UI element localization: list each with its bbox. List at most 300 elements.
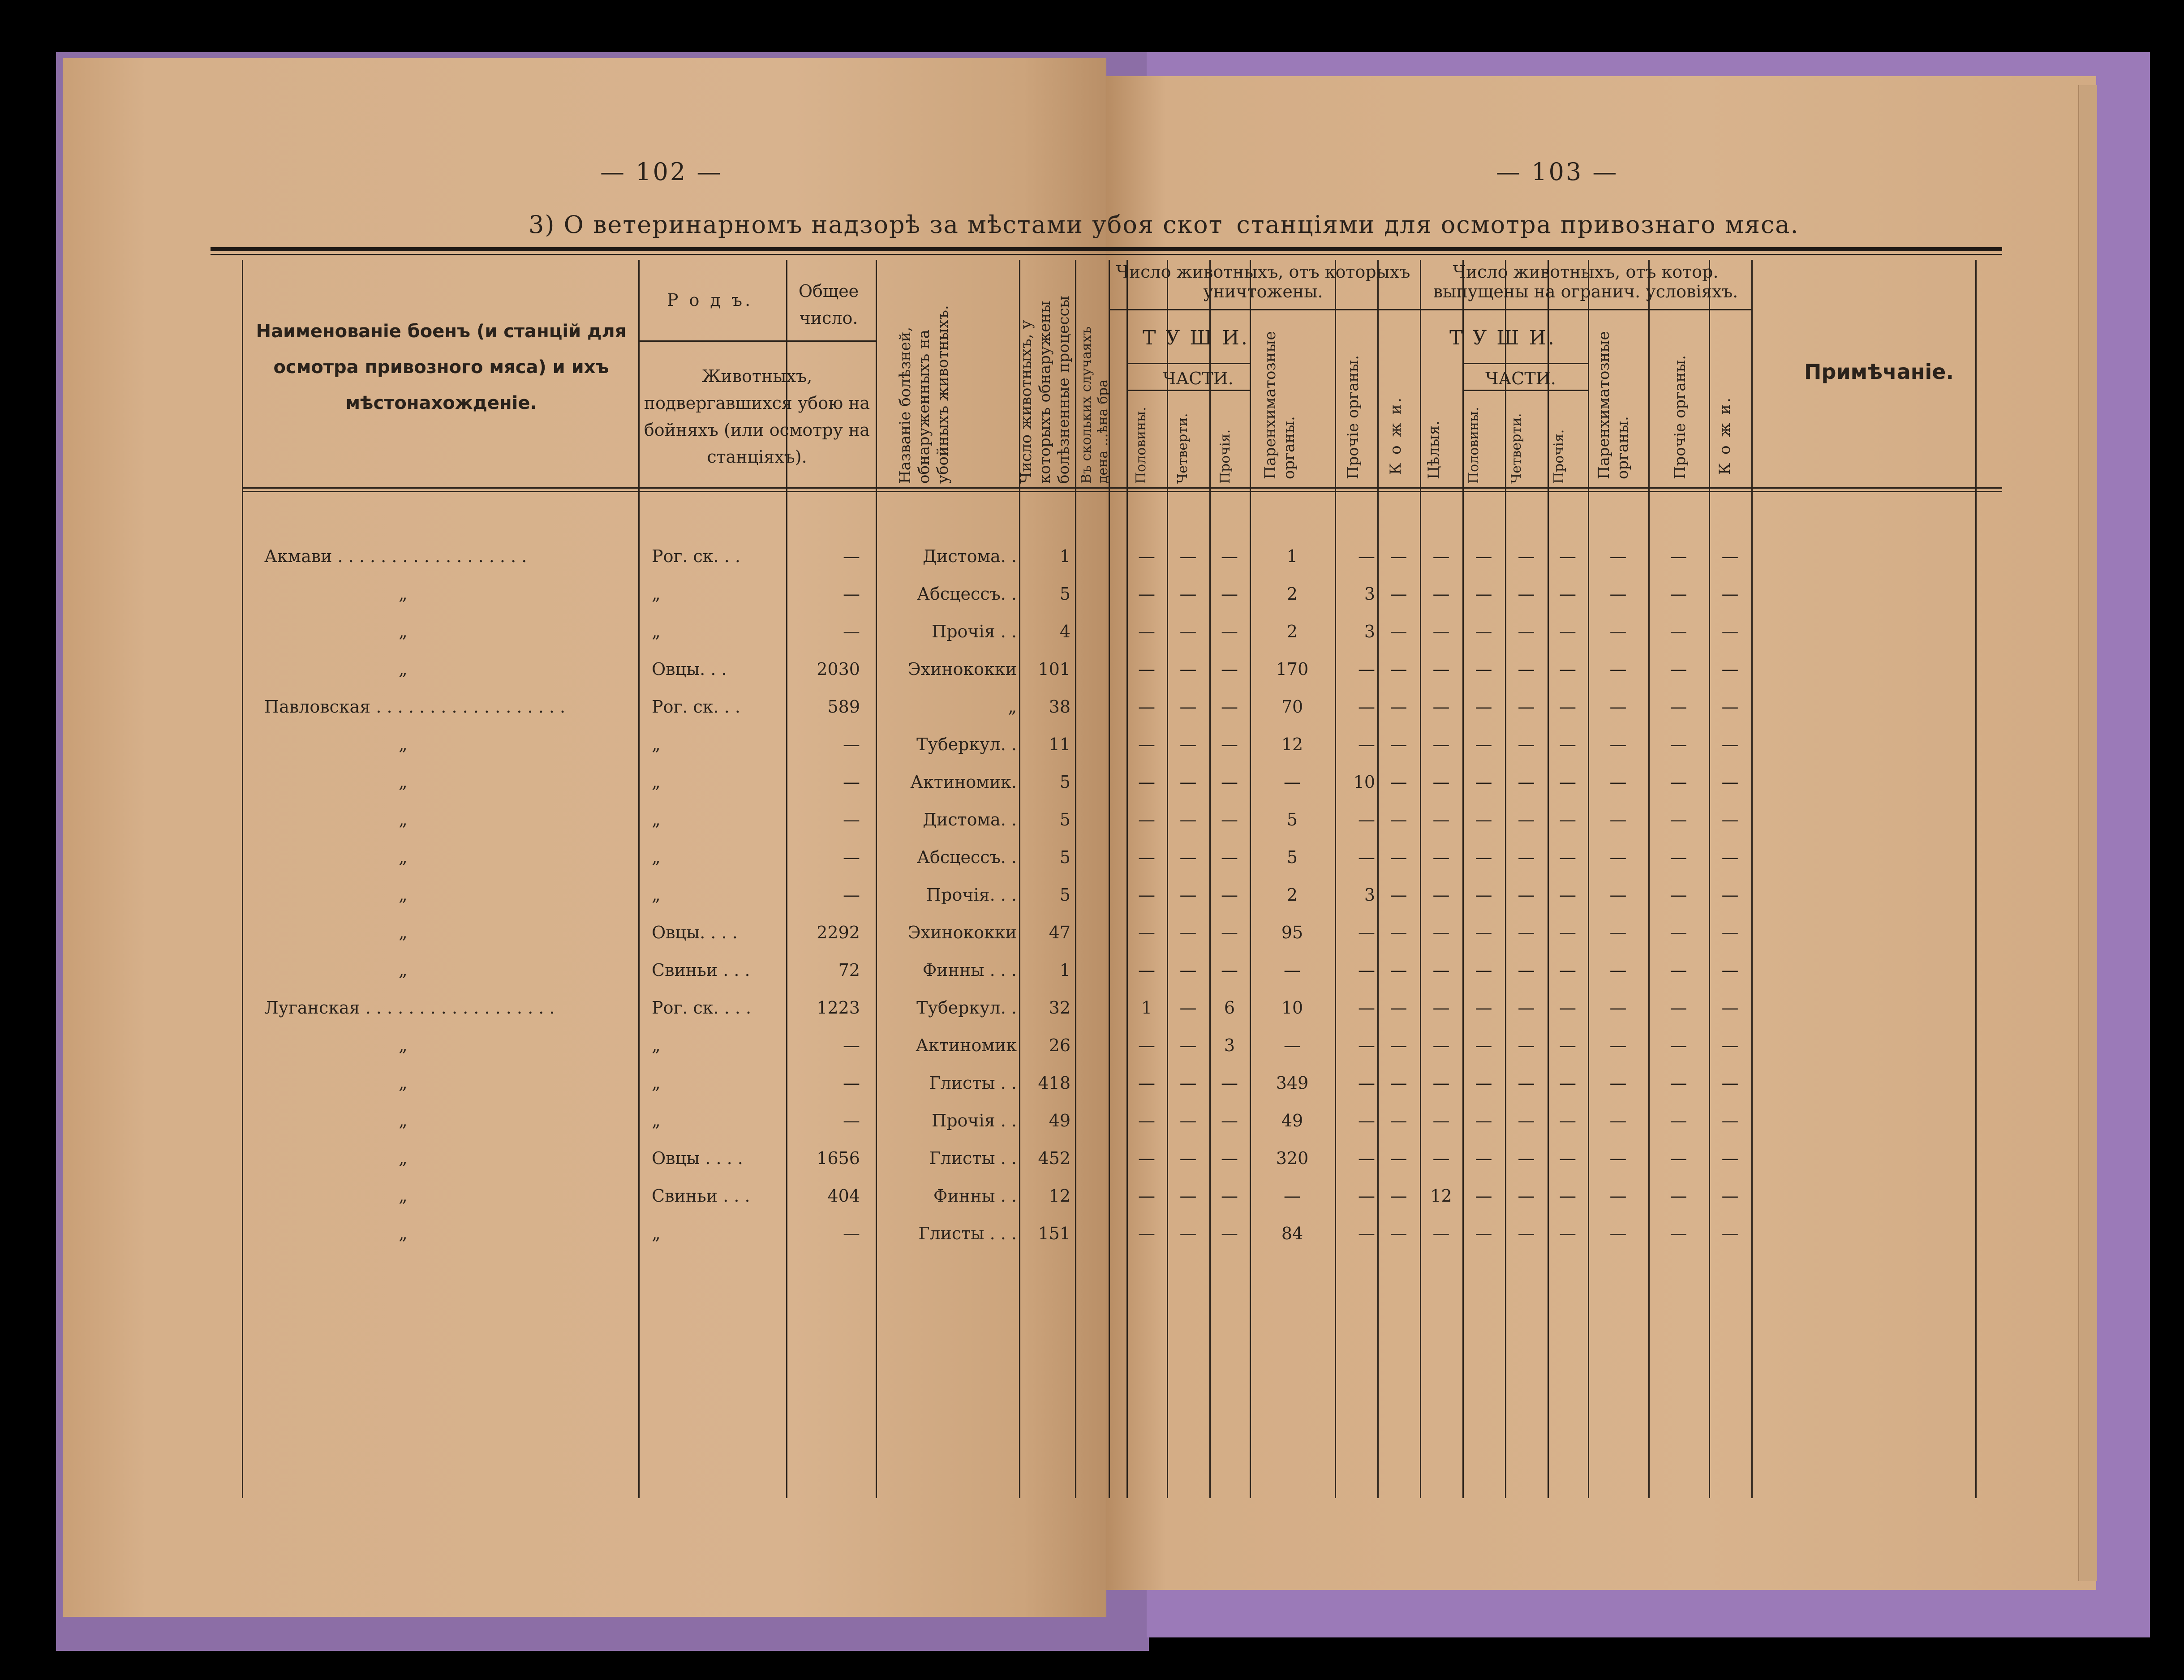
cell-released-other-parts: — [1559, 923, 1576, 942]
cell-released-quarters: — [1518, 584, 1535, 604]
cell-released-halves: — [1475, 1111, 1492, 1130]
cell-destroyed-other-parts: — [1221, 622, 1238, 641]
cell-slaughterhouse: „ [399, 810, 408, 829]
cell-animal-kind: Свиньи . . . [652, 1186, 750, 1206]
cell-destroyed-quarters: — [1179, 1148, 1197, 1168]
cell-released-whole: — [1432, 923, 1450, 942]
cell-released-parenchymal: — [1609, 960, 1627, 980]
cell-released-whole: — [1432, 584, 1450, 604]
cell-released-other-organs: — [1670, 1224, 1687, 1243]
cell-released-parenchymal: — [1609, 998, 1627, 1018]
column-rule-1 [638, 260, 640, 1498]
cell-destroyed-other-organs: 3 [1364, 885, 1375, 905]
cell-destroyed-parenchymal: — [1284, 960, 1301, 980]
cell-disease-count: 26 [1049, 1035, 1071, 1055]
cell-released-parenchymal: — [1609, 697, 1627, 717]
cell-animal-kind: „ [652, 810, 661, 829]
cell-released-skins: — [1721, 998, 1739, 1018]
cell-animal-kind: „ [652, 1224, 661, 1243]
cell-destroyed-halves: — [1138, 546, 1155, 566]
cell-slaughterhouse: „ [399, 923, 408, 942]
cell-slaughterhouse: „ [399, 735, 408, 754]
cell-destroyed-skins: — [1390, 659, 1407, 679]
cell-destroyed-other-parts: — [1221, 847, 1238, 867]
header-skins-released: К о ж и. [1716, 396, 1734, 475]
cell-destroyed-quarters: — [1179, 810, 1197, 829]
cell-destroyed-parenchymal: 5 [1286, 810, 1298, 829]
cell-slaughterhouse: Павловская . . . . . . . . . . . . . . . . . . [264, 697, 566, 717]
cell-released-other-organs: — [1670, 847, 1687, 867]
column-rule-18 [1648, 260, 1650, 1498]
cell-released-halves: — [1475, 810, 1492, 829]
cell-destroyed-skins: — [1390, 885, 1407, 905]
cell-released-halves: — [1475, 1035, 1492, 1055]
header-bottom-rule [242, 487, 2002, 489]
header-whole-released: Цѣлыя. [1425, 420, 1443, 479]
cell-released-halves: — [1475, 546, 1492, 566]
cell-animal-kind: „ [652, 847, 661, 867]
cell-disease: Эхинококки [907, 659, 1017, 679]
page-edge [2078, 85, 2097, 1581]
cell-destroyed-other-parts: 3 [1224, 1035, 1235, 1055]
cell-destroyed-other-parts: — [1221, 885, 1238, 905]
cell-destroyed-quarters: — [1179, 772, 1197, 792]
cell-released-other-parts: — [1559, 1186, 1576, 1206]
column-rule-5 [1075, 260, 1076, 1498]
cell-destroyed-parenchymal: 12 [1281, 735, 1303, 754]
cell-released-skins: — [1721, 923, 1739, 942]
cell-released-skins: — [1721, 1035, 1739, 1055]
cell-destroyed-halves: — [1138, 1073, 1155, 1093]
cell-destroyed-parenchymal: 70 [1281, 697, 1303, 717]
cell-released-whole: — [1432, 1073, 1450, 1093]
cell-destroyed-other-parts: — [1221, 697, 1238, 717]
cell-released-whole: — [1432, 1148, 1450, 1168]
cell-disease-count: 452 [1038, 1148, 1071, 1168]
cell-released-parenchymal: — [1609, 772, 1627, 792]
header-carcasses-destroyed: Т У Ш И. [1143, 327, 1249, 349]
header-released-group: Число животныхъ, отъ котор. выпущены на огранич. условіяхъ. [1433, 262, 1738, 301]
cell-slaughterhouse: „ [399, 1035, 408, 1055]
cell-released-whole: — [1432, 546, 1450, 566]
cell-disease-count: 1 [1059, 960, 1071, 980]
cell-disease-count: 5 [1059, 847, 1071, 867]
cell-destroyed-other-organs: — [1358, 1148, 1375, 1168]
cell-destroyed-other-organs: 3 [1364, 584, 1375, 604]
cell-slaughterhouse: „ [399, 1224, 408, 1243]
cell-released-skins: — [1721, 1073, 1739, 1093]
cell-released-parenchymal: — [1609, 1186, 1627, 1206]
cell-destroyed-parenchymal: 320 [1276, 1148, 1309, 1168]
column-rule-0 [242, 260, 243, 1498]
cell-released-whole: — [1432, 1111, 1450, 1130]
header-name: Наименованіе боенъ (и станцій для осмотра привозного мяса) и ихъ мѣстонахожденіе. [256, 321, 627, 413]
cell-released-halves: — [1475, 1186, 1492, 1206]
header-animals-with-disease: Число животныхъ, у которыхъ обнаружены болѣзненные процессы [1017, 296, 1073, 484]
cell-released-skins: — [1721, 659, 1739, 679]
cell-destroyed-parenchymal: 95 [1281, 923, 1303, 942]
cell-destroyed-other-parts: — [1221, 772, 1238, 792]
cell-total: 72 [838, 960, 860, 980]
cell-destroyed-halves: — [1138, 1148, 1155, 1168]
cell-animal-kind: Овцы. . . [652, 659, 727, 679]
cell-slaughterhouse: „ [399, 1073, 408, 1093]
cell-total: 589 [827, 697, 860, 717]
cell-destroyed-parenchymal: 2 [1286, 885, 1298, 905]
cell-released-whole: — [1432, 1224, 1450, 1243]
cell-released-parenchymal: — [1609, 1224, 1627, 1243]
cell-total: — [843, 1111, 860, 1130]
column-rule-13 [1420, 260, 1421, 1498]
cell-total: 1656 [817, 1148, 860, 1168]
cell-destroyed-other-organs: — [1358, 847, 1375, 867]
cell-disease-count: 49 [1049, 1111, 1071, 1130]
cell-destroyed-quarters: — [1179, 735, 1197, 754]
cell-released-quarters: — [1518, 546, 1535, 566]
cell-disease-count: 101 [1038, 659, 1071, 679]
cell-slaughterhouse: „ [399, 1111, 408, 1130]
column-rule-3 [876, 260, 877, 1498]
cell-destroyed-halves: — [1138, 960, 1155, 980]
header-parenchymal-destroyed: Паренхиматозные органы. [1261, 331, 1298, 479]
cell-animal-kind: „ [652, 1111, 661, 1130]
cell-released-parenchymal: — [1609, 659, 1627, 679]
header-cut-column-1: Въ скольких случаяхъ [1079, 326, 1094, 484]
cell-released-other-parts: — [1559, 622, 1576, 641]
cell-released-other-organs: — [1670, 546, 1687, 566]
cell-released-skins: — [1721, 810, 1739, 829]
header-quarters-destroyed: Четверти. [1175, 413, 1191, 484]
cell-destroyed-halves: — [1138, 1224, 1155, 1243]
cell-released-skins: — [1721, 772, 1739, 792]
cell-slaughterhouse: „ [399, 885, 408, 905]
cell-released-other-organs: — [1670, 697, 1687, 717]
cell-released-other-organs: — [1670, 810, 1687, 829]
cell-destroyed-skins: — [1390, 923, 1407, 942]
table-top-rule [211, 247, 2002, 251]
cell-disease-count: 11 [1049, 735, 1071, 754]
cell-released-other-organs: — [1670, 1111, 1687, 1130]
cell-destroyed-other-organs: — [1358, 735, 1375, 754]
cell-disease: Дистома. . [923, 546, 1017, 566]
cell-released-quarters: — [1518, 998, 1535, 1018]
cell-destroyed-other-parts: — [1221, 923, 1238, 942]
cell-destroyed-halves: — [1138, 923, 1155, 942]
cell-disease: Прочія . . [932, 1111, 1017, 1130]
table-top-rule-thin [211, 254, 2002, 255]
header-halves-released: Половины. [1466, 407, 1482, 484]
cell-released-whole: — [1432, 1035, 1450, 1055]
cell-disease-count: 5 [1059, 810, 1071, 829]
cell-released-quarters: — [1518, 885, 1535, 905]
cell-destroyed-skins: — [1390, 1111, 1407, 1130]
header-carcasses-released: Т У Ш И. [1449, 327, 1556, 349]
cell-destroyed-other-organs: — [1358, 1186, 1375, 1206]
cell-released-other-parts: — [1559, 810, 1576, 829]
cell-released-other-parts: — [1559, 885, 1576, 905]
cell-destroyed-quarters: — [1179, 1186, 1197, 1206]
cell-released-other-parts: — [1559, 1111, 1576, 1130]
header-other-parts-destroyed: Прочія. [1217, 429, 1233, 484]
cell-destroyed-parenchymal: — [1284, 1035, 1301, 1055]
header-remarks: Примѣчаніе. [1804, 360, 1954, 384]
cell-released-skins: — [1721, 697, 1739, 717]
column-rule-8 [1167, 260, 1168, 1498]
cell-released-other-parts: — [1559, 546, 1576, 566]
cell-released-skins: — [1721, 1224, 1739, 1243]
cell-released-skins: — [1721, 546, 1739, 566]
cell-released-quarters: — [1518, 923, 1535, 942]
cell-disease-count: 47 [1049, 923, 1071, 942]
cell-released-other-parts: — [1559, 1073, 1576, 1093]
cell-released-skins: — [1721, 885, 1739, 905]
cell-destroyed-other-parts: — [1221, 659, 1238, 679]
cell-destroyed-skins: — [1390, 1186, 1407, 1206]
cell-destroyed-other-parts: — [1221, 810, 1238, 829]
cell-destroyed-other-parts: — [1221, 1224, 1238, 1243]
cell-released-parenchymal: — [1609, 622, 1627, 641]
cell-released-quarters: — [1518, 847, 1535, 867]
cell-destroyed-quarters: — [1179, 622, 1197, 641]
cell-total: — [843, 885, 860, 905]
column-rule-11 [1335, 260, 1336, 1498]
header-cut-column-2: дена ...ѣна бра [1095, 379, 1111, 484]
cell-released-whole: — [1432, 847, 1450, 867]
header-parts-released: ЧАСТИ. [1485, 369, 1556, 388]
cell-disease-count: 1 [1059, 546, 1071, 566]
cell-destroyed-skins: — [1390, 960, 1407, 980]
cell-destroyed-quarters: — [1179, 960, 1197, 980]
cell-total: — [843, 1035, 860, 1055]
cell-destroyed-skins: — [1390, 735, 1407, 754]
cell-disease-count: 151 [1038, 1224, 1071, 1243]
cell-disease: Эхинококки [907, 923, 1017, 942]
cell-released-whole: — [1432, 772, 1450, 792]
cell-released-other-organs: — [1670, 622, 1687, 641]
cell-released-skins: — [1721, 1186, 1739, 1206]
cell-destroyed-other-parts: — [1221, 546, 1238, 566]
cell-slaughterhouse: „ [399, 584, 408, 604]
cell-released-whole: — [1432, 622, 1450, 641]
cell-disease: Актиномик. [910, 772, 1017, 792]
cell-released-other-organs: — [1670, 998, 1687, 1018]
cell-released-other-organs: — [1670, 1073, 1687, 1093]
cell-released-whole: — [1432, 998, 1450, 1018]
cell-released-skins: — [1721, 847, 1739, 867]
cell-released-other-organs: — [1670, 735, 1687, 754]
cell-released-other-parts: — [1559, 659, 1576, 679]
cell-released-other-parts: — [1559, 584, 1576, 604]
cell-slaughterhouse: „ [399, 622, 408, 641]
header-other-parts-released: Прочія. [1551, 429, 1567, 484]
cell-destroyed-quarters: — [1179, 1073, 1197, 1093]
cell-destroyed-parenchymal: 349 [1276, 1073, 1309, 1093]
cell-released-skins: — [1721, 1148, 1739, 1168]
cell-disease-count: 5 [1059, 885, 1071, 905]
cell-destroyed-halves: — [1138, 772, 1155, 792]
cell-disease: Прочія. . . [926, 885, 1017, 905]
cell-total: — [843, 622, 860, 641]
cell-released-whole: — [1432, 659, 1450, 679]
cell-disease-count: 32 [1049, 998, 1071, 1018]
column-rule-16 [1548, 260, 1549, 1498]
page-103 [1106, 76, 2096, 1590]
cell-destroyed-other-organs: — [1358, 697, 1375, 717]
column-rule-7 [1126, 260, 1128, 1498]
cell-released-halves: — [1475, 697, 1492, 717]
column-rule-12 [1377, 260, 1379, 1498]
cell-destroyed-other-organs: — [1358, 1111, 1375, 1130]
cell-destroyed-halves: — [1138, 885, 1155, 905]
cell-disease: Прочія . . [932, 622, 1017, 641]
column-rule-17 [1588, 260, 1589, 1498]
cell-released-whole: — [1432, 810, 1450, 829]
cell-destroyed-parenchymal: 2 [1286, 584, 1298, 604]
cell-destroyed-quarters: — [1179, 1224, 1197, 1243]
cell-released-quarters: — [1518, 772, 1535, 792]
cell-destroyed-parenchymal: 10 [1281, 998, 1303, 1018]
cell-destroyed-other-organs: — [1358, 1073, 1375, 1093]
cell-destroyed-skins: — [1390, 1035, 1407, 1055]
cell-destroyed-quarters: — [1179, 584, 1197, 604]
cell-animal-kind: „ [652, 772, 661, 792]
cell-released-quarters: — [1518, 735, 1535, 754]
cell-destroyed-skins: — [1390, 622, 1407, 641]
cell-disease-count: 5 [1059, 584, 1071, 604]
cell-total: 2030 [817, 659, 860, 679]
cell-destroyed-parenchymal: 170 [1276, 659, 1309, 679]
cell-destroyed-halves: — [1138, 847, 1155, 867]
cell-destroyed-other-organs: — [1358, 546, 1375, 566]
cell-animal-kind: „ [652, 622, 661, 641]
cell-disease-count: 5 [1059, 772, 1071, 792]
cell-released-quarters: — [1518, 1186, 1535, 1206]
cell-destroyed-other-organs: 3 [1364, 622, 1375, 641]
cell-destroyed-halves: — [1138, 1035, 1155, 1055]
cell-disease-count: 418 [1038, 1073, 1071, 1093]
cell-released-parenchymal: — [1609, 1111, 1627, 1130]
header-skins-destroyed: К о ж и. [1387, 396, 1405, 475]
cell-destroyed-halves: — [1138, 622, 1155, 641]
cell-destroyed-halves: — [1138, 735, 1155, 754]
cell-released-other-parts: — [1559, 1224, 1576, 1243]
cell-released-whole: — [1432, 735, 1450, 754]
cell-released-parenchymal: — [1609, 847, 1627, 867]
header-parenchymal-released: Паренхиматозные органы. [1595, 331, 1632, 479]
cell-animal-kind: Свиньи . . . [652, 960, 750, 980]
cell-disease-count: 12 [1049, 1186, 1071, 1206]
cell-destroyed-quarters: — [1179, 697, 1197, 717]
cell-released-other-parts: — [1559, 960, 1576, 980]
cell-released-other-organs: — [1670, 772, 1687, 792]
cell-disease: Дистома. . [923, 810, 1017, 829]
cell-destroyed-skins: — [1390, 847, 1407, 867]
cell-released-other-organs: — [1670, 1148, 1687, 1168]
cell-disease: Финны . . [933, 1186, 1017, 1206]
header-disease-name: Названіе болѣзней, обнаруженныхъ на убойныхъ животныхъ. [896, 305, 952, 484]
cell-destroyed-other-parts: — [1221, 960, 1238, 980]
column-rule-9 [1209, 260, 1211, 1498]
cell-destroyed-other-parts: — [1221, 584, 1238, 604]
cell-destroyed-halves: — [1138, 697, 1155, 717]
cell-destroyed-quarters: — [1179, 1111, 1197, 1130]
cell-released-parenchymal: — [1609, 584, 1627, 604]
cell-released-whole: — [1432, 885, 1450, 905]
cell-released-parenchymal: — [1609, 923, 1627, 942]
cell-released-parenchymal: — [1609, 885, 1627, 905]
cell-released-halves: — [1475, 923, 1492, 942]
cell-destroyed-skins: — [1390, 697, 1407, 717]
parts-released-rule [1462, 363, 1588, 364]
cell-destroyed-skins: — [1390, 810, 1407, 829]
header-parts-destroyed: ЧАСТИ. [1163, 369, 1234, 388]
cell-animal-kind: „ [652, 584, 661, 604]
cell-destroyed-halves: — [1138, 1186, 1155, 1206]
cell-released-halves: — [1475, 1073, 1492, 1093]
cell-released-halves: — [1475, 847, 1492, 867]
cell-released-other-parts: — [1559, 697, 1576, 717]
cell-destroyed-halves: — [1138, 659, 1155, 679]
cell-slaughterhouse: „ [399, 772, 408, 792]
cell-destroyed-other-parts: — [1221, 1073, 1238, 1093]
cell-released-skins: — [1721, 735, 1739, 754]
cell-destroyed-parenchymal: — [1284, 772, 1301, 792]
header-kind: Р о д ъ. [666, 290, 753, 310]
cell-destroyed-quarters: — [1179, 1035, 1197, 1055]
cell-disease: Глисты . . [929, 1148, 1017, 1168]
cell-destroyed-other-organs: — [1358, 1224, 1375, 1243]
cell-disease-count: 38 [1049, 697, 1071, 717]
cell-destroyed-parenchymal: 1 [1286, 546, 1298, 566]
cell-released-skins: — [1721, 960, 1739, 980]
total-rule [786, 340, 876, 342]
cell-disease: Финны . . . [922, 960, 1017, 980]
column-rule-14 [1462, 260, 1464, 1498]
cell-disease: Актиномик [916, 1035, 1017, 1055]
column-rule-20 [1751, 260, 1753, 1498]
cell-released-parenchymal: — [1609, 735, 1627, 754]
cell-released-halves: — [1475, 772, 1492, 792]
cell-released-other-organs: — [1670, 1186, 1687, 1206]
cell-destroyed-halves: 1 [1141, 998, 1152, 1018]
cell-released-other-parts: — [1559, 847, 1576, 867]
cell-destroyed-other-organs: — [1358, 923, 1375, 942]
header-quarters-released: Четверти. [1509, 413, 1524, 484]
cell-released-quarters: — [1518, 1224, 1535, 1243]
cell-slaughterhouse: „ [399, 960, 408, 980]
cell-destroyed-halves: — [1138, 584, 1155, 604]
cell-slaughterhouse: „ [399, 1186, 408, 1206]
header-destroyed-group: Число животныхъ, отъ которыхъ уничтожены. [1116, 262, 1410, 301]
cell-released-quarters: — [1518, 1073, 1535, 1093]
cell-released-other-parts: — [1559, 735, 1576, 754]
cell-animal-kind: Овцы. . . . [652, 923, 738, 942]
cell-total: — [843, 810, 860, 829]
column-rule-19 [1709, 260, 1710, 1498]
cell-destroyed-skins: — [1390, 584, 1407, 604]
cell-destroyed-skins: — [1390, 772, 1407, 792]
cell-disease-count: 4 [1059, 622, 1071, 641]
cell-disease: Абсцессъ. . [917, 847, 1017, 867]
header-halves-destroyed: Половины. [1133, 407, 1149, 484]
cell-released-halves: — [1475, 885, 1492, 905]
cell-disease: Глисты . . . [918, 1224, 1017, 1243]
cell-total: 404 [827, 1186, 860, 1206]
heading-left: 3) О ветеринарномъ надзорѣ за мѣстами убоя скот [529, 211, 1223, 239]
cell-disease: Абсцессъ. . [917, 584, 1017, 604]
cell-destroyed-quarters: — [1179, 546, 1197, 566]
cell-released-parenchymal: — [1609, 546, 1627, 566]
